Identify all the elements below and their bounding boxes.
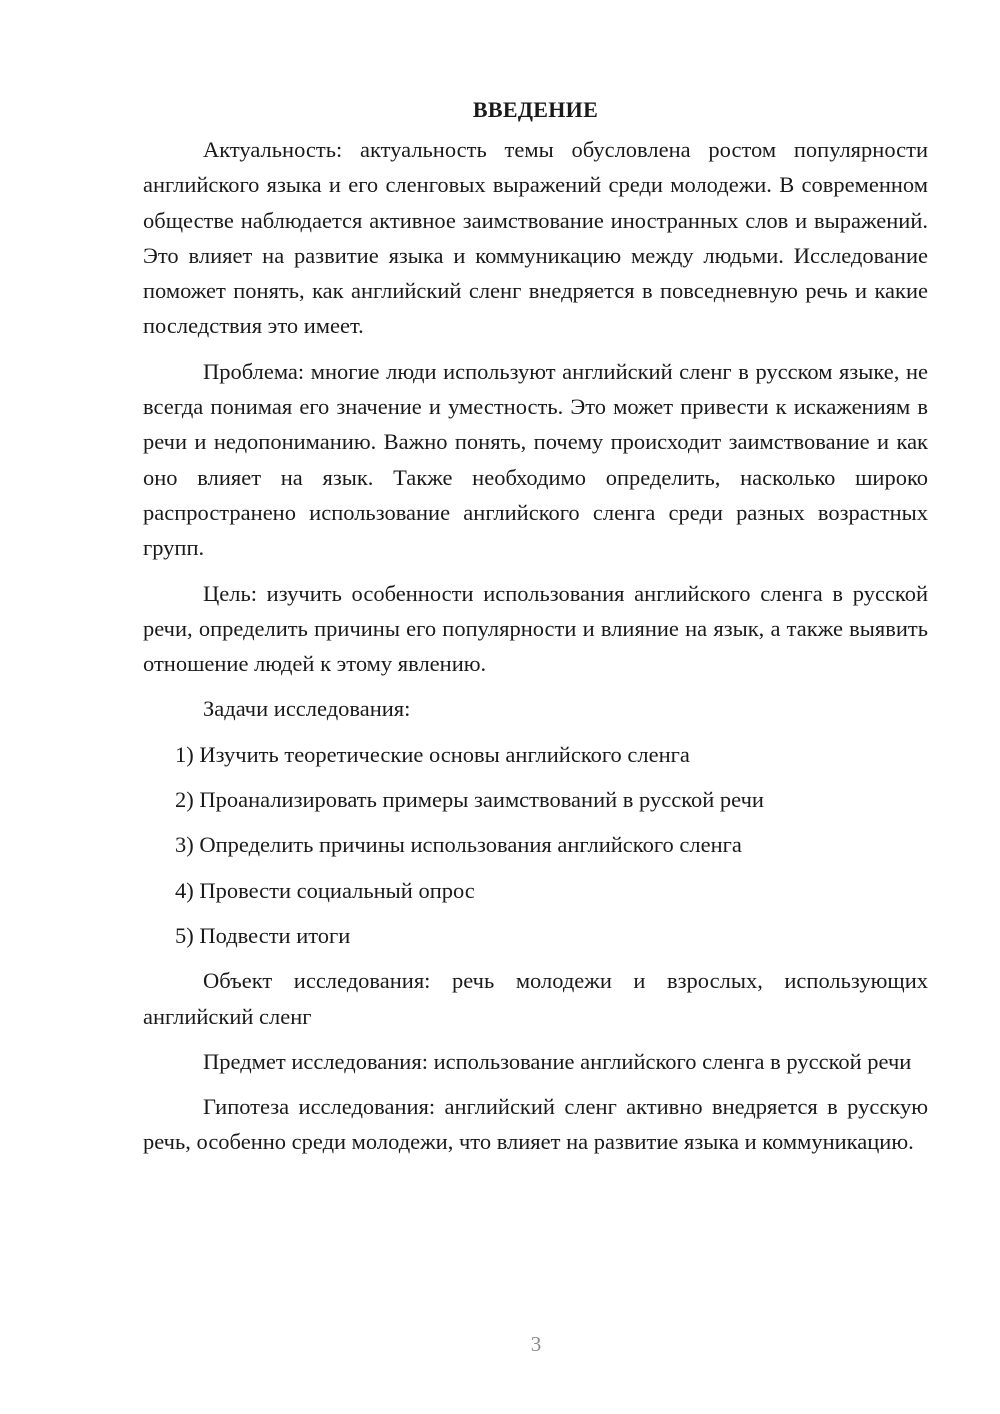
- task-item-1: 1) Изучить теоретические основы английского сленга: [175, 741, 690, 767]
- page-number: 3: [530, 1332, 542, 1356]
- object-paragraph: Объект исследования: речь молодежи и взрослых, использующих английский сленг: [143, 968, 928, 1029]
- task-item-5: 5) Подвести итоги: [175, 922, 351, 948]
- page-title: ВВЕДЕНИЕ: [472, 97, 599, 122]
- task-item-2: 2) Проанализировать примеры заимствований в русской речи: [175, 787, 764, 813]
- tasks-heading: Задачи исследования:: [203, 696, 411, 722]
- subject-paragraph: Предмет исследования: использование английского сленга в русской речи: [203, 1048, 912, 1074]
- tasks-list: [143, 737, 928, 953]
- relevance-paragraph: Актуальность: актуальность темы обусловлена ростом популярности английского языка и его сленговых выражений среди молодежи. В современном обществе наблюдается активное заимствование иностранных слов и выражений. Это влияет на развитие языка и коммуникацию между людьми. Исследование поможет понять, как английский сленг внедряется в повседневную речь и какие последствия это имеет.: [143, 137, 928, 339]
- hypothesis-paragraph: Гипотеза исследования: английский сленг активно внедряется в русскую речь, особенно среди молодежи, что влияет на развитие языка и коммуникацию.: [143, 1094, 928, 1155]
- goal-paragraph: Цель: изучить особенности использования английского сленга в русской речи, определить причины его популярности и влияние на язык, а также выявить отношение людей к этому явлению.: [143, 580, 928, 677]
- task-item-4: 4) Провести социальный опрос: [175, 877, 475, 903]
- problem-paragraph: Проблема: многие люди используют английский сленг в русском языке, не всегда понимая его значение и уместность. Это может привести к искажениям в речи и недопониманию. Важно понять, почему происходит заимствование и как оно влияет на язык. Также необходимо определить, насколько широко распространено использование английского сленга среди разных возрастных групп.: [143, 358, 928, 561]
- document-page: [143, 92, 928, 1170]
- task-item-3: 3) Определить причины использования английского сленга: [175, 832, 742, 858]
